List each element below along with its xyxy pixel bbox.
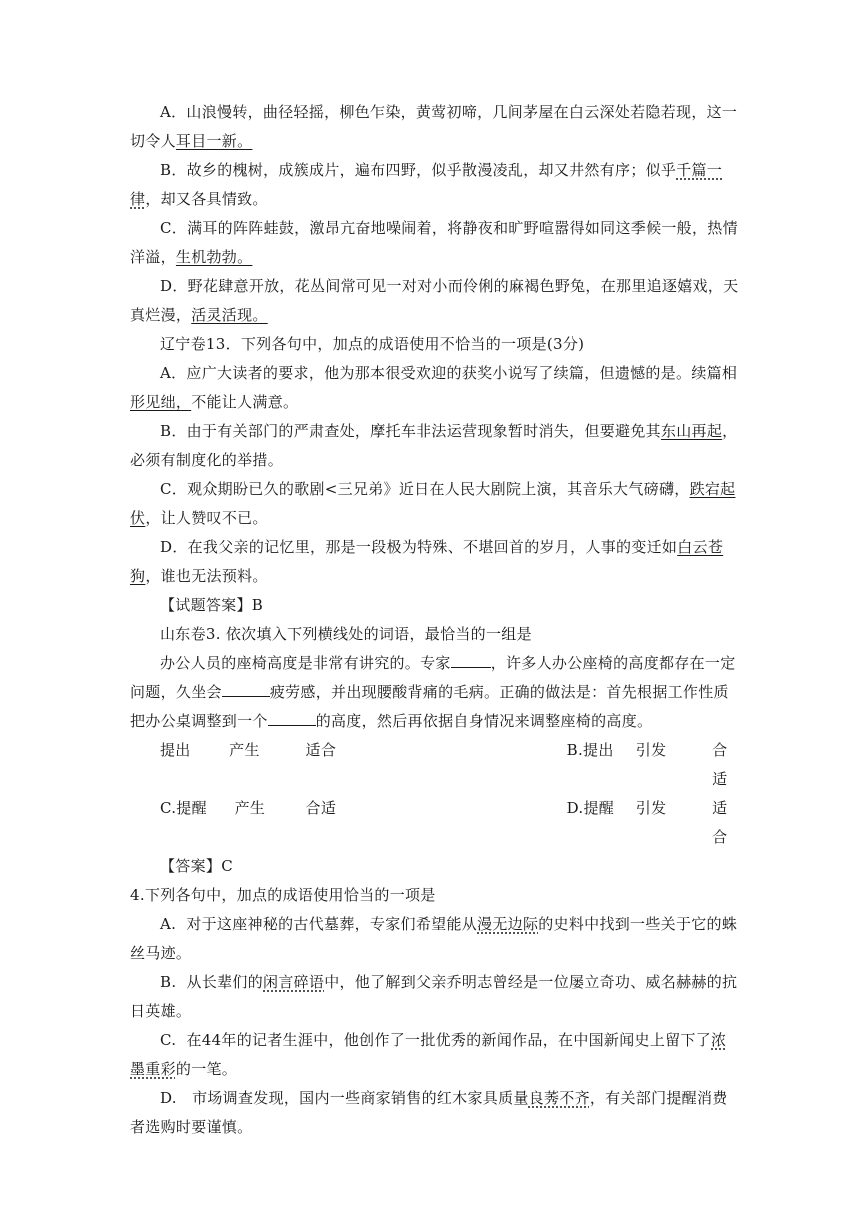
- option-text: B. 从长辈们的: [160, 973, 264, 991]
- option-text: ，必须有制度化的举措。: [130, 422, 738, 469]
- choice-word: 引发: [635, 799, 667, 817]
- option-text: ，让人赞叹不已。: [145, 509, 268, 527]
- question3-title: 山东卷3. 依次填入下列横线处的词语，最恰当的一组是: [160, 625, 532, 643]
- choice-word: 产生: [229, 741, 260, 759]
- choice-word: D.提醒: [566, 799, 615, 817]
- question1-option-b: [130, 156, 740, 214]
- question3-options-row1: [130, 736, 740, 794]
- choice-word: 引发: [635, 741, 667, 759]
- choice-word: 产生: [234, 799, 266, 817]
- option-text: 的史料中找到一些关于它的蛛丝马迹。: [130, 915, 738, 962]
- option-text: ，谁也无法预料。: [145, 567, 268, 585]
- option-text: D．在我父亲的记忆里，那是一段极为特殊、不堪回首的岁月，人事的变迁如: [160, 538, 678, 556]
- idiom-underlined: 跌宕起伏: [130, 480, 736, 527]
- option-text: D. 市场调查发现，国内一些商家销售的红木家具质量: [160, 1089, 529, 1107]
- idiom-underlined: 白云苍狗: [130, 538, 724, 585]
- question4-option-a: [130, 910, 740, 968]
- passage-text: ，许多人办公座椅的高度都存在一定问题，久坐会: [130, 654, 736, 701]
- document-body: [130, 98, 740, 1142]
- question3-options-row2: [130, 794, 740, 852]
- option-text: C. 在44年的记者生涯中，他创作了一批优秀的新闻作品，在中国新闻史上留下了: [160, 1031, 712, 1049]
- choice-word: 适合: [712, 799, 728, 846]
- choice-word: 合适: [712, 741, 728, 788]
- idiom-dotted: 漫无边际: [477, 915, 539, 933]
- option-text: ，有关部门提醒消费者选购时要谨慎。: [130, 1089, 728, 1136]
- passage-text: 疲劳感，并出现腰酸背痛的毛病。正确的做法是：首先根据工作性质把办公桌调整到一个: [130, 683, 729, 730]
- idiom-dotted: 闲言碎语: [263, 973, 325, 991]
- question2-answer: 【试题答案】B: [160, 596, 264, 614]
- option-text: C．满耳的阵阵蛙鼓，激昂亢奋地噪闹着，将静夜和旷野喧嚣得如同这季候一般，热情洋溢，: [130, 219, 738, 266]
- option-text: D．野花肆意开放，花丛间常可见一对对小而伶俐的麻褐色野兔，在那里追逐嬉戏，天真烂漫，: [130, 277, 739, 324]
- passage-text: 的高度，然后再依据自身情况来调整座椅的高度。: [315, 712, 653, 730]
- fill-blank-3: [268, 725, 316, 726]
- question2-option-b: [130, 417, 740, 475]
- idiom-underlined: 活灵活现。: [191, 306, 268, 324]
- question1-option-c: [130, 214, 740, 272]
- option-text: 不能让人满意。: [191, 393, 299, 411]
- question2-option-d: [130, 533, 740, 591]
- idiom-underlined: 东山再起: [660, 422, 723, 440]
- idiom-dotted: 良莠不齐: [528, 1089, 590, 1107]
- idiom-underlined: 耳目一新。: [175, 132, 253, 150]
- question4-option-c: [130, 1026, 740, 1084]
- choice-word: C.提醒: [160, 799, 207, 817]
- passage-text: 办公人员的座椅高度是非常有讲究的。专家: [160, 654, 451, 672]
- idiom-underlined: 生机勃勃。: [175, 248, 253, 266]
- choice-word: 合适: [305, 799, 337, 817]
- question3-answer: 【答案】C: [160, 857, 233, 875]
- option-text: A. 对于这座神秘的古代墓葬，专家们希望能从: [160, 915, 478, 933]
- option-text: B．故乡的槐树，成簇成片，遍布四野，似乎散漫凌乱，却又井然有序；似乎: [160, 161, 677, 179]
- question1-option-a: [130, 98, 740, 156]
- choice-word: 适合: [305, 741, 337, 759]
- question2-title: 辽宁卷13．下列各句中，加点的成语使用不恰当的一项是(3分): [160, 335, 585, 353]
- question4-option-b: [130, 968, 740, 1026]
- idiom-dotted: 浓墨重彩: [130, 1031, 727, 1078]
- question2-option-c: [130, 475, 740, 533]
- idiom-dotted: 千篇一律: [130, 161, 723, 208]
- question2-option-a: [130, 359, 740, 417]
- option-text: B．由于有关部门的严肃查处，摩托车非法运营现象暂时消失，但要避免其: [160, 422, 661, 440]
- option-text: 中，他了解到父亲乔明志曾经是一位屡立奇功、威名赫赫的抗日英雄。: [130, 973, 738, 1020]
- choice-word: B.提出: [566, 741, 614, 759]
- question4-option-d: [130, 1084, 740, 1142]
- option-text: C．观众期盼已久的歌剧<三兄弟》近日在人民大剧院上演，其音乐大气磅礴，: [160, 480, 690, 498]
- option-text: ，却又各具情致。: [145, 190, 268, 208]
- fill-blank-2: [222, 696, 270, 697]
- question3-passage: [130, 649, 740, 736]
- idiom-underlined: 形见绌，: [130, 393, 192, 411]
- fill-blank-1: [451, 667, 491, 668]
- question4-title: 4.下列各句中，加点的成语使用恰当的一项是: [130, 886, 436, 904]
- choice-word: 提出: [160, 741, 191, 759]
- option-text: A．山浪慢转，曲径轻摇，柳色乍染，黄莺初啼，几间茅屋在白云深处若隐若现，这一切令人: [130, 103, 738, 150]
- option-text: A．应广大读者的要求，他为那本很受欢迎的获奖小说写了续篇，但遗憾的是。续篇相: [160, 364, 738, 382]
- question1-option-d: [130, 272, 740, 330]
- option-text: 的一笔。: [175, 1060, 238, 1078]
